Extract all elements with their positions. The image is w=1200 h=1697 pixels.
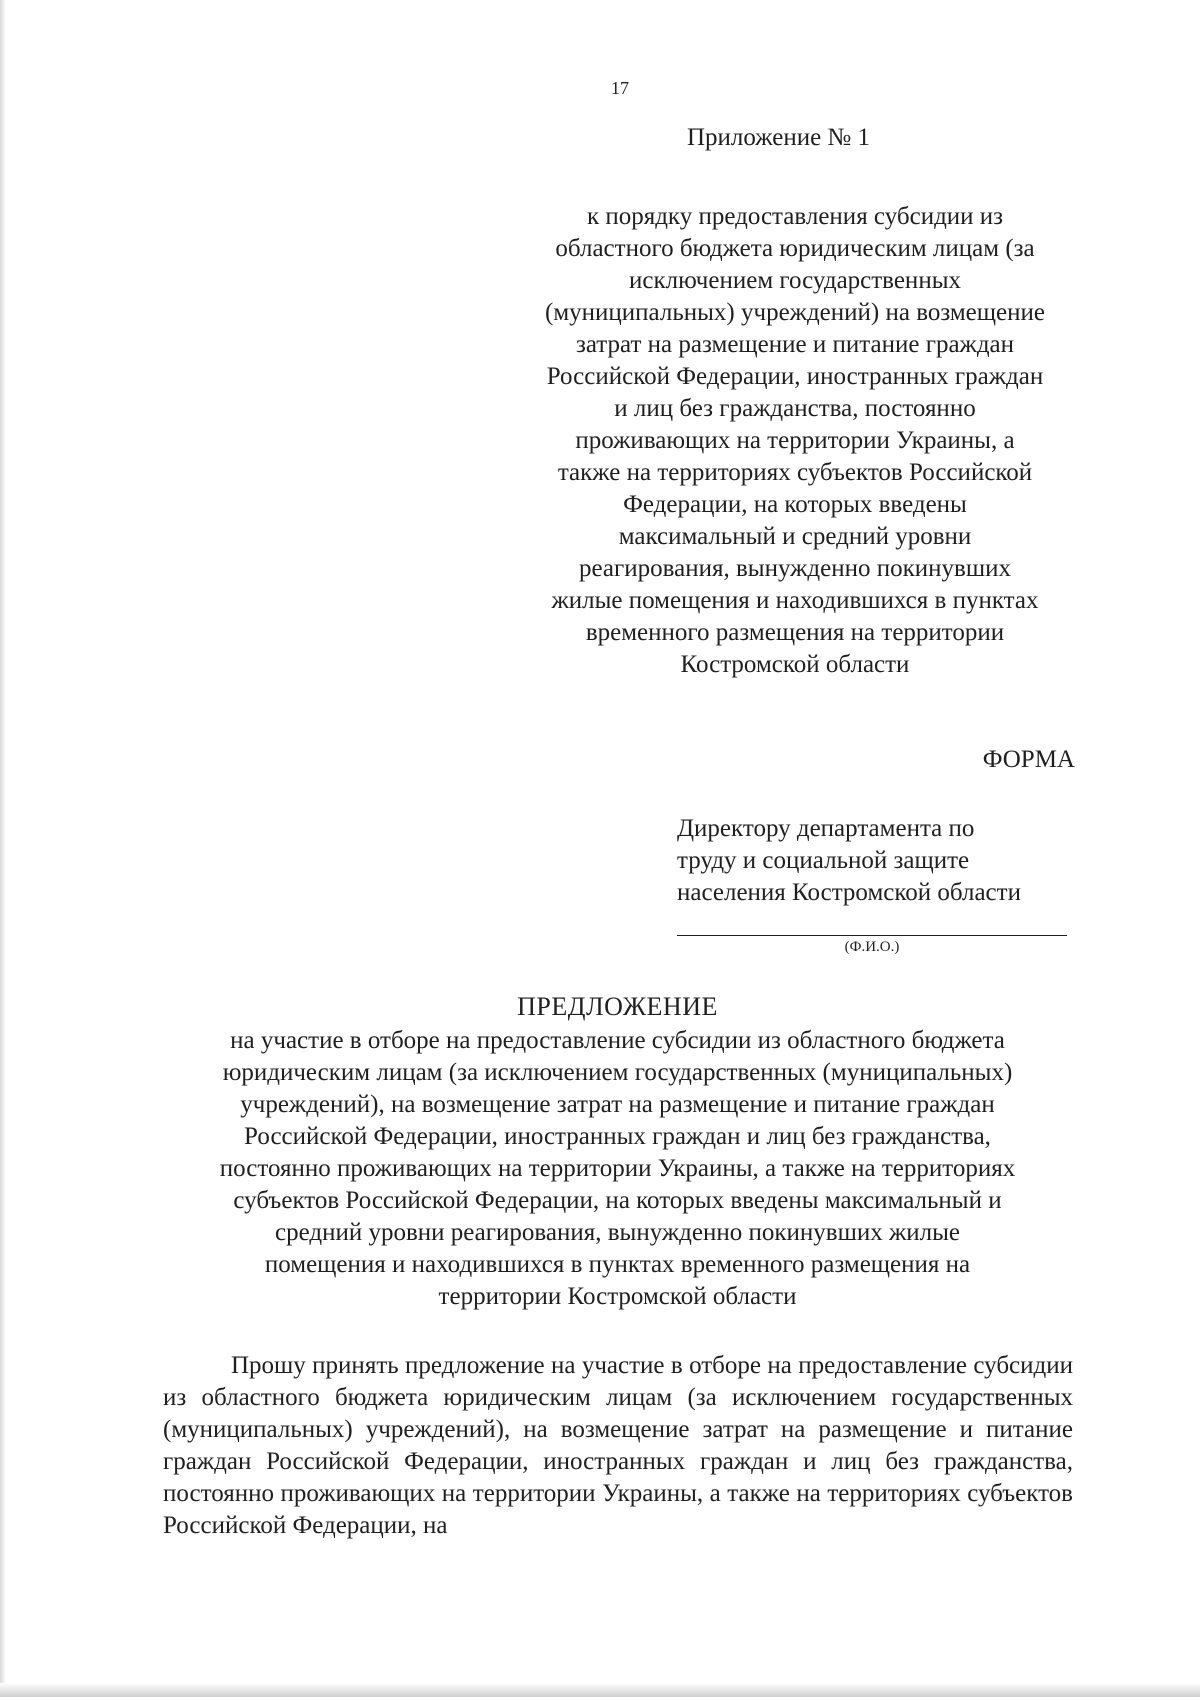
addressee-line: труду и социальной защите <box>677 847 970 874</box>
proposal-subtitle-line: юридическим лицам (за исключением государственных (муниципальных) <box>222 1059 1013 1086</box>
proposal-body-paragraph: Прошу принять предложение на участие в отборе на предоставление субсидии из областного бюджета юридическим лицам (за исключением государственных (муниципальных) учреждений), на возмещение затрат на размещение и питание граждан Российской Федерации, иностранных граждан и лиц без гражданства, постоянно проживающих на территории Украины, а также на территориях субъектов Российской Федерации, на <box>163 1352 1073 1539</box>
appendix-line: проживающих на территории Украины, а <box>575 427 1015 454</box>
appendix-description <box>500 201 1090 681</box>
appendix-line: максимальный и средний уровни <box>618 523 972 550</box>
proposal-subtitle-line: на участие в отборе на предоставление субсидии из областного бюджета <box>230 1027 1005 1054</box>
proposal-subtitle-line: субъектов Российской Федерации, на которых введены максимальный и <box>233 1187 1002 1214</box>
appendix-line: Костромской области <box>680 651 910 678</box>
appendix-line: Российской Федерации, иностранных граждан <box>546 363 1044 390</box>
appendix-line: и лиц без гражданства, постоянно <box>614 395 976 422</box>
scan-edge-left <box>0 0 6 1697</box>
appendix-line: временного размещения на территории <box>585 619 1005 646</box>
page-number: 17 <box>611 78 629 98</box>
appendix-line: исключением государственных <box>628 267 961 294</box>
appendix-line: жилые помещения и находившихся в пунктах <box>551 587 1039 614</box>
proposal-subtitle-line: помещения и находившихся в пунктах временного размещения на <box>264 1251 971 1278</box>
proposal-subtitle-line: постоянно проживающих на территории Украины, а также на территориях <box>219 1155 1016 1182</box>
appendix-line: реагирования, вынужденно покинувших <box>579 555 1011 582</box>
appendix-line: областного бюджета юридическим лицам (за <box>555 235 1035 262</box>
appendix-line: Федерации, на которых введены <box>623 491 967 518</box>
appendix-line: к порядку предоставления субсидии из <box>586 203 1004 230</box>
addressee-block <box>677 813 1021 909</box>
addressee-line: Директору департамента по <box>677 815 975 842</box>
addressee-line: населения Костромской области <box>677 879 1021 906</box>
appendix-line: также на территориях субъектов Российской <box>557 459 1033 486</box>
proposal-title: ПРЕДЛОЖЕНИЕ <box>517 992 718 1021</box>
appendix-line: затрат на размещение и питание граждан <box>575 331 1015 358</box>
appendix-title: Приложение № 1 <box>687 124 871 151</box>
proposal-subtitle-line: территории Костромской области <box>438 1283 797 1310</box>
proposal-subtitle-line: средний уровни реагирования, вынужденно покинувших жилые <box>275 1219 960 1246</box>
appendix-line: (муниципальных) учреждений) на возмещение <box>545 299 1045 326</box>
proposal-subtitle-line: Российской Федерации, иностранных граждан и лиц без гражданства, <box>244 1123 991 1150</box>
scan-edge-bottom <box>0 1683 1200 1697</box>
proposal-subtitle-line: учреждений), на возмещение затрат на размещение и питание граждан <box>240 1091 995 1118</box>
form-label: ФОРМА <box>982 746 1075 773</box>
fio-signature-line <box>677 935 1067 936</box>
proposal-subtitle <box>150 1025 1085 1313</box>
fio-caption: (Ф.И.О.) <box>844 939 900 955</box>
